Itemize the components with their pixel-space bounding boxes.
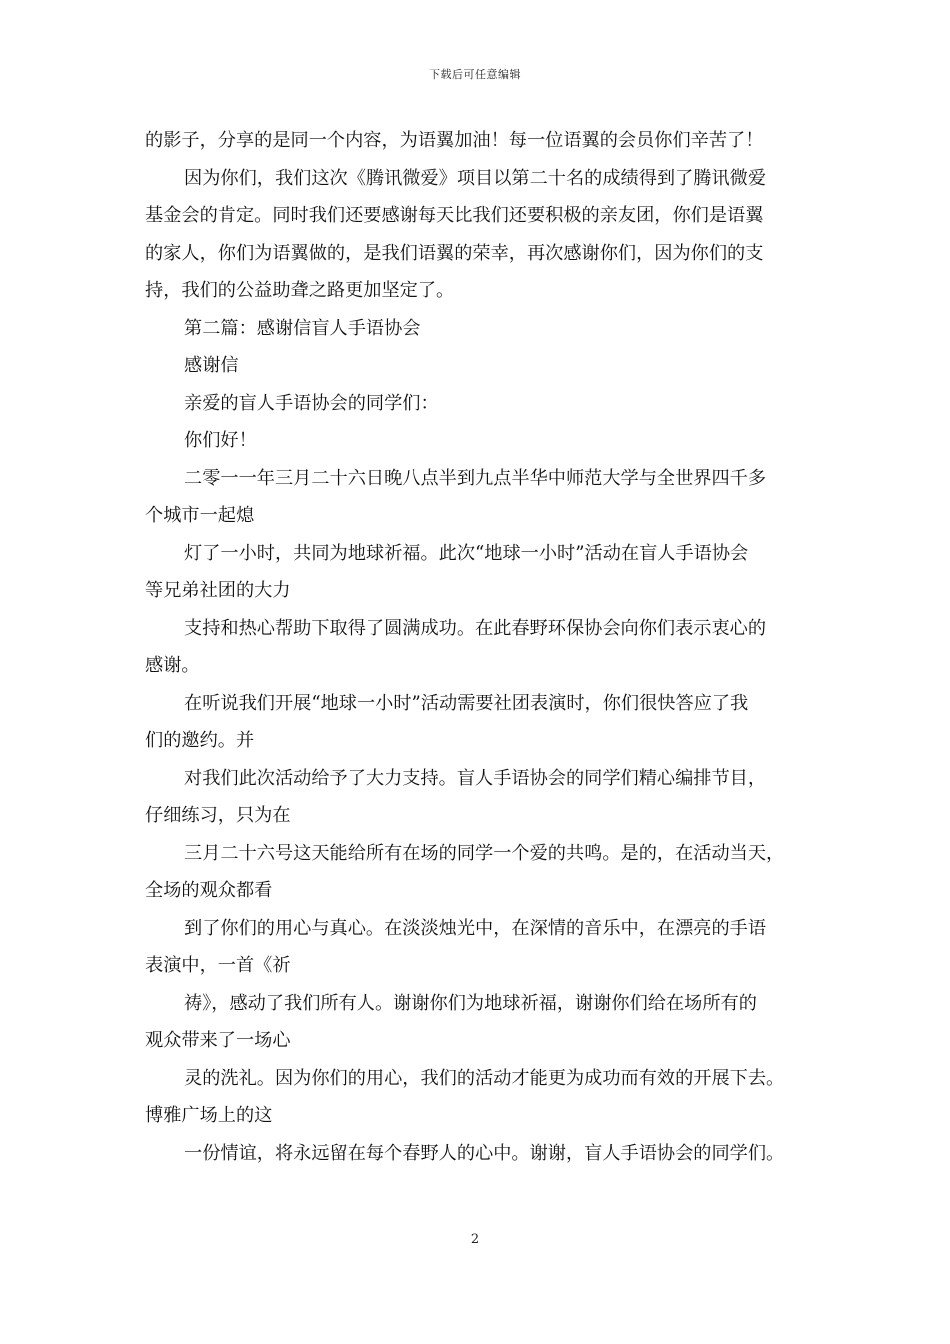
document-body	[145, 122, 823, 1172]
text-line: 在听说我们开展“地球一小时”活动需要社团表演时，你们很快答应了我	[184, 692, 749, 714]
text-line: 第二篇：感谢信盲人手语协会	[184, 317, 421, 339]
text-line: 个城市一起熄	[145, 505, 255, 526]
text-line: 观众带来了一场心	[145, 1030, 291, 1051]
text-line: 仔细练习，只为在	[145, 805, 291, 826]
text-line: 对我们此次活动给予了大力支持。盲人手语协会的同学们精心编排节目，	[184, 767, 767, 789]
text-line: 基金会的肯定。同时我们还要感谢每天比我们还要积极的亲友团，你们是语翼	[145, 205, 764, 226]
text-line: 因为你们，我们这次《腾讯微爱》项目以第二十名的成绩得到了腾讯微爱	[184, 167, 767, 189]
page-header: 下载后可任意编辑	[429, 68, 521, 81]
text-line: 的家人，你们为语翼做的，是我们语翼的荣幸，再次感谢你们，因为你们的支	[145, 242, 764, 264]
text-line: 等兄弟社团的大力	[145, 580, 291, 601]
text-line: 支持和热心帮助下取得了圆满成功。在此春野环保协会向你们表示衷心的	[184, 617, 767, 639]
text-line: 们的邀约。并	[145, 730, 255, 751]
text-line: 表演中，一首《祈	[145, 955, 291, 976]
text-line: 全场的观众都看	[145, 880, 273, 901]
text-line: 祷》，感动了我们所有人。谢谢你们为地球祈福，谢谢你们给在场所有的	[184, 992, 757, 1014]
text-line: 你们好！	[184, 430, 257, 451]
text-line: 二零一一年三月二十六日晚八点半到九点半华中师范大学与全世界四千多	[184, 467, 767, 489]
text-line: 感谢。	[145, 655, 200, 676]
text-line: 三月二十六号这天能给所有在场的同学一个爱的共鸣。是的，在活动当天，	[184, 842, 785, 864]
text-line: 持，我们的公益助聋之路更加坚定了。	[145, 280, 455, 301]
text-line: 博雅广场上的这	[145, 1105, 273, 1126]
text-line: 的影子，分享的是同一个内容，为语翼加油！每一位语翼的会员你们辛苦了！	[145, 130, 764, 151]
text-line: 灵的洗礼。因为你们的用心，我们的活动才能更为成功而有效的开展下去。	[184, 1067, 785, 1089]
text-line: 灯了一小时，共同为地球祈福。此次“地球一小时”活动在盲人手语协会	[184, 542, 749, 564]
text-line: 到了你们的用心与真心。在淡淡烛光中，在深情的音乐中，在漂亮的手语	[184, 917, 767, 939]
text-line: 亲爱的盲人手语协会的同学们：	[184, 392, 439, 414]
page-number: 2	[470, 1232, 480, 1247]
text-line: 一份情谊，将永远留在每个春野人的心中。谢谢，盲人手语协会的同学们。	[184, 1142, 785, 1164]
text-line: 感谢信	[184, 355, 239, 376]
